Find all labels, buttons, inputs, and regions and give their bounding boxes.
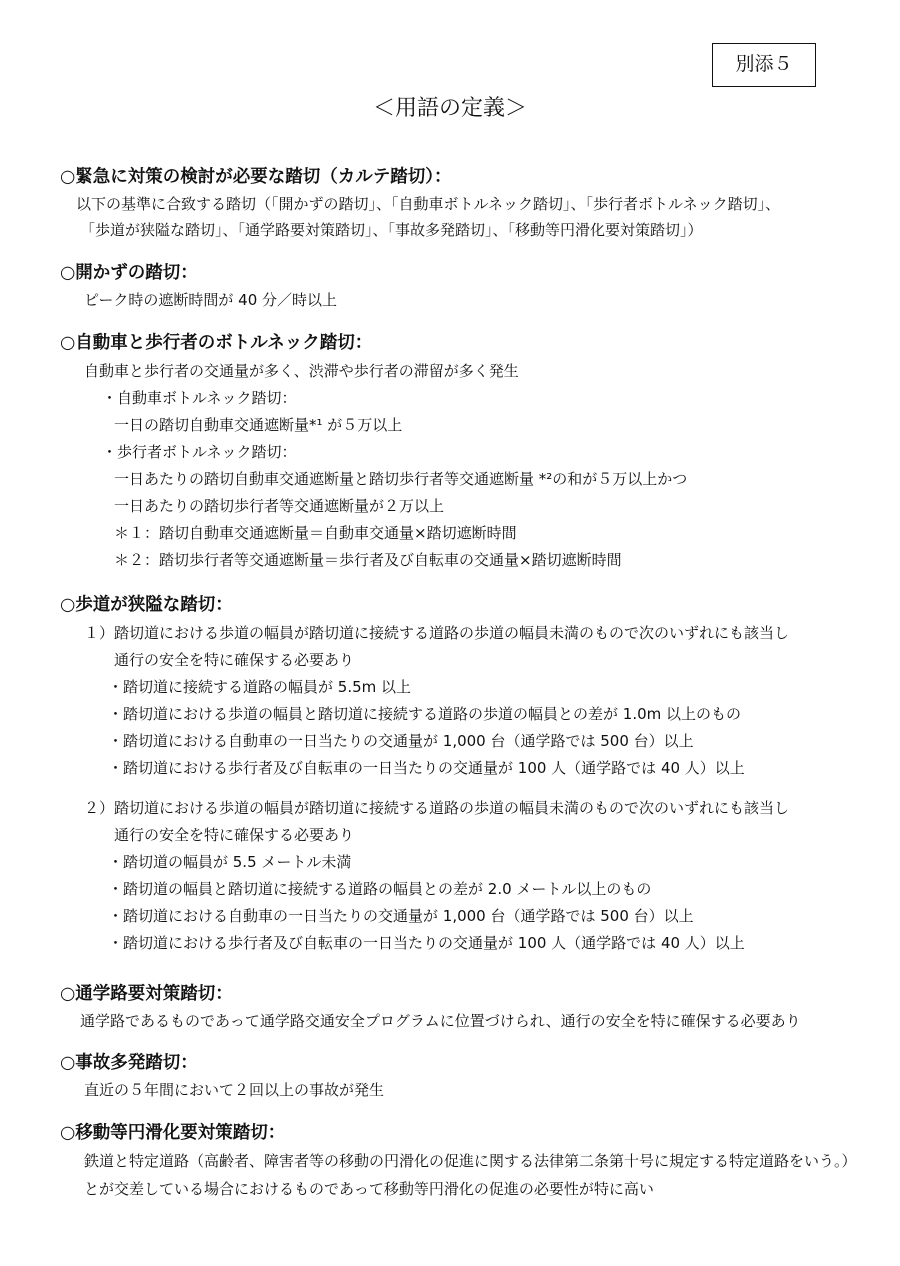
narrow-item2-line-1: ２）踏切道における歩道の幅員が踏切道に接続する道路の歩道の幅員未満のもので次のいずれにも該当し — [84, 799, 790, 817]
section-heading-school: ○通学路要対策踏切： — [60, 984, 233, 1004]
section-heading-akazu: ○開かずの踏切： — [60, 263, 198, 283]
bottleneck-note-2: ＊２：踏切歩行者等交通遮断量＝歩行者及び自転車の交通量×踏切遮断時間 — [114, 551, 622, 569]
bottleneck-text-2: ・自動車ボトルネック踏切： — [102, 389, 297, 407]
narrow-item1-line-1: １）踏切道における歩道の幅員が踏切道に接続する道路の歩道の幅員未満のもので次のいずれにも該当し — [84, 624, 790, 642]
narrow-item1-line-5: ・踏切道における自動車の一日当たりの交通量が 1,000 台（通学路では 500 台）以上 — [108, 732, 694, 750]
bottleneck-text-1: 自動車と歩行者の交通量が多く、渋滞や歩行者の滞留が多く発生 — [84, 362, 519, 380]
section-heading-karte: ○緊急に対策の検討が必要な踏切（カルテ踏切）： — [60, 167, 452, 187]
mobility-text-1: 鉄道と特定道路（高齢者、障害者等の移動の円滑化の促進に関する法律第二条第十号に規定する特定道路をいう。） — [84, 1152, 857, 1170]
akazu-text-1: ピーク時の遮断時間が 40 分／時以上 — [84, 291, 338, 309]
karte-text-1: 以下の基準に合致する踏切（「開かずの踏切」、「自動車ボトルネック踏切」、「歩行者ボトルネック踏切」、 — [76, 195, 781, 213]
bottleneck-text-3: 一日の踏切自動車交通遮断量*¹ が５万以上 — [114, 416, 403, 434]
narrow-item1-line-6: ・踏切道における歩行者及び自転車の一日当たりの交通量が 100 人（通学路では 40 人）以上 — [108, 759, 745, 777]
narrow-item2-line-4: ・踏切道の幅員と踏切道に接続する道路の幅員との差が 2.0 メートル以上のもの — [108, 880, 652, 898]
section-heading-narrow: ○歩道が狭隘な踏切： — [60, 595, 233, 615]
narrow-item2-line-2: 通行の安全を特に確保する必要あり — [114, 826, 355, 844]
narrow-item2-line-5: ・踏切道における自動車の一日当たりの交通量が 1,000 台（通学路では 500 台）以上 — [108, 907, 694, 925]
bottleneck-text-6: 一日あたりの踏切歩行者等交通遮断量が２万以上 — [114, 497, 445, 515]
bottleneck-text-4: ・歩行者ボトルネック踏切： — [102, 443, 297, 461]
school-text-1: 通学路であるものであって通学路交通安全プログラムに位置づけられ、通行の安全を特に確保する必要あり — [80, 1012, 801, 1030]
bottleneck-text-5: 一日あたりの踏切自動車交通遮断量と踏切歩行者等交通遮断量 *²の和が５万以上かつ — [114, 470, 688, 488]
karte-text-2: 「歩道が狭隘な踏切」、「通学路要対策踏切」、「事故多発踏切」、「移動等円滑化要対策踏切」） — [80, 221, 703, 239]
narrow-item2-line-6: ・踏切道における歩行者及び自転車の一日当たりの交通量が 100 人（通学路では 40 人）以上 — [108, 934, 745, 952]
bottleneck-note-1: ＊１：踏切自動車交通遮断量＝自動車交通量×踏切遮断時間 — [114, 524, 517, 542]
section-heading-accident: ○事故多発踏切： — [60, 1053, 198, 1073]
narrow-item1-line-2: 通行の安全を特に確保する必要あり — [114, 651, 355, 669]
section-heading-bottleneck: ○自動車と歩行者のボトルネック踏切： — [60, 333, 373, 353]
narrow-item1-line-3: ・踏切道に接続する道路の幅員が 5.5m 以上 — [108, 678, 412, 696]
page-title: ＜用語の定義＞ — [372, 96, 527, 121]
section-heading-mobility: ○移動等円滑化要対策踏切： — [60, 1123, 286, 1143]
narrow-item1-line-4: ・踏切道における歩道の幅員と踏切道に接続する道路の歩道の幅員との差が 1.0m 以上のもの — [108, 705, 742, 723]
narrow-item2-line-3: ・踏切道の幅員が 5.5 メートル未満 — [108, 853, 352, 871]
attachment-label: 別添５ — [712, 43, 816, 87]
mobility-text-2: とが交差している場合におけるものであって移動等円滑化の促進の必要性が特に高い — [84, 1180, 654, 1198]
accident-text-1: 直近の５年間において２回以上の事故が発生 — [84, 1081, 385, 1099]
